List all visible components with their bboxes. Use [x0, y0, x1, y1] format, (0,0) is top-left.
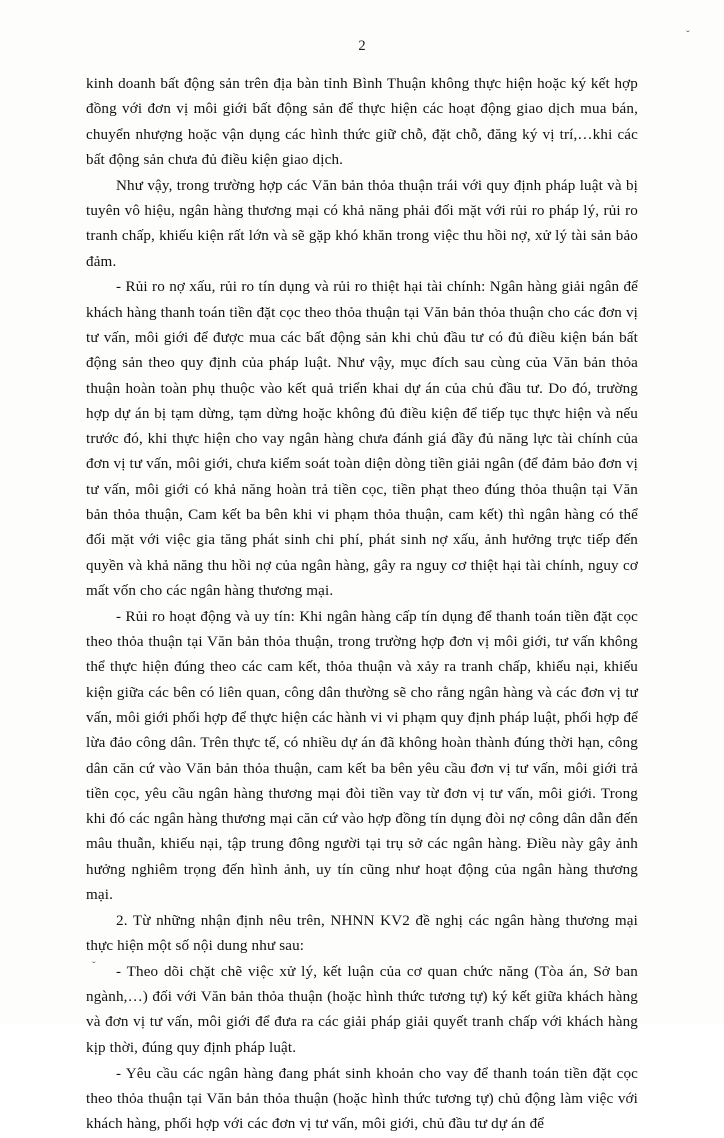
corner-scan-mark: ˇ — [686, 29, 690, 41]
document-body — [86, 72, 638, 1138]
paragraph: Như vậy, trong trường hợp các Văn bản thỏa thuận trái với quy định pháp luật và bị tuyên vô hiệu, ngân hàng thương mại có khả năng phải đối mặt với rủi ro pháp lý, rủi ro tranh chấp, khiếu kiện rất lớn và sẽ gặp khó khăn trong việc thu hồi nợ, xử lý tài sản bảo đảm. — [86, 177, 638, 270]
paragraph: kinh doanh bất động sản trên địa bàn tỉnh Bình Thuận không thực hiện hoặc ký kết hợp đồng với đơn vị môi giới bất động sản để thực hiện các hoạt động giao dịch mua bán, chuyển nhượng hoặc vận dụng các hình thức giữ chỗ, đặt chỗ, đăng ký vị trí,…khi các bất động sản chưa đủ điều kiện giao dịch. — [86, 76, 638, 168]
paragraph: - Rủi ro hoạt động và uy tín: Khi ngân hàng cấp tín dụng để thanh toán tiền đặt cọc theo thỏa thuận tại Văn bản thỏa thuận, trong trường hợp đơn vị môi giới, tư vấn không thể thực hiện đúng theo các cam kết, thỏa thuận và xảy ra tranh chấp, khiếu nại, khiếu kiện giữa các bên có liên quan, công dân thường sẽ cho rằng ngân hàng và các đơn vị tư vấn, môi giới phối hợp để thực hiện các hành vi vi phạm quy định pháp luật, phối hợp để lừa đảo công dân. Trên thực tế, có nhiều dự án đã không hoàn thành đúng thời hạn, công dân căn cứ vào Văn bản thỏa thuận, cam kết ba bên yêu cầu đơn vị tư vấn, môi giới trả tiền cọc, yêu cầu ngân hàng thương mại đòi tiền vay từ đơn vị tư vấn, môi giới. Trong khi đó các ngân hàng thương mại căn cứ vào hợp đồng tín dụng đòi nợ công dân dẫn đến mâu thuẫn, khiếu nại, tập trung đông người tại trụ sở các ngân hàng. Điều này gây ảnh hưởng nghiêm trọng đến hình ảnh, uy tín cũng như hoạt động của ngân hàng thương mại. — [86, 608, 638, 903]
paragraph: - Yêu cầu các ngân hàng đang phát sinh khoản cho vay để thanh toán tiền đặt cọc theo thỏa thuận tại Văn bản thỏa thuận (hoặc hình thức tương tự) chủ động làm việc với khách hàng, phối hợp với các đơn vị tư vấn, môi giới, chủ đầu tư dự án để — [86, 1065, 638, 1133]
paragraph: 2. Từ những nhận định nêu trên, NHNN KV2 đề nghị các ngân hàng thương mại thực hiện một số nội dung như sau: — [86, 912, 638, 955]
page-number: 2 — [358, 38, 366, 54]
paragraph: - Theo dõi chặt chẽ việc xử lý, kết luận của cơ quan chức năng (Tòa án, Sở ban ngành,…) đối với Văn bản thỏa thuận (hoặc hình thức tương tự) ký kết giữa khách hàng và đơn vị tư vấn, môi giới để đưa ra các giải pháp giải quyết tranh chấp với khách hàng kịp thời, đúng quy định pháp luật. — [86, 963, 638, 1056]
paragraph: - Rủi ro nợ xấu, rủi ro tín dụng và rủi ro thiệt hại tài chính: Ngân hàng giải ngân để khách hàng thanh toán tiền đặt cọc theo thỏa thuận tại Văn bản thỏa thuận cho các đơn vị tư vấn, môi giới để được mua các bất động sản khi chủ đầu tư có đủ điều kiện bán bất động sản theo quy định của pháp luật. Như vậy, mục đích sau cùng của Văn bản thỏa thuận hoàn toàn phụ thuộc vào kết quả triển khai dự án của chủ đầu tư. Do đó, trường hợp dự án bị tạm dừng, tạm dừng hoặc không đủ điều kiện để tiếp tục thực hiện và nếu trước đó, khi thực hiện cho vay ngân hàng chưa đánh giá đầy đủ năng lực tài chính của đơn vị tư vấn, môi giới, chưa kiểm soát toàn diện dòng tiền giải ngân (để đảm bảo đơn vị tư vấn, môi giới có khả năng hoàn trả tiền cọc, tiền phạt theo đúng thỏa thuận tại Văn bản thỏa thuận, Cam kết ba bên khi vi phạm thỏa thuận, cam kết) thì ngân hàng có thể đối mặt với việc gia tăng phát sinh chi phí, phát sinh nợ xấu, ảnh hưởng trực tiếp đến quyền và khả năng thu hồi nợ của ngân hàng, gây ra nguy cơ thiệt hại tài chính, nguy cơ mất vốn cho các ngân hàng thương mại. — [86, 279, 638, 599]
bottom-scan-mark: ˇ — [92, 960, 96, 972]
